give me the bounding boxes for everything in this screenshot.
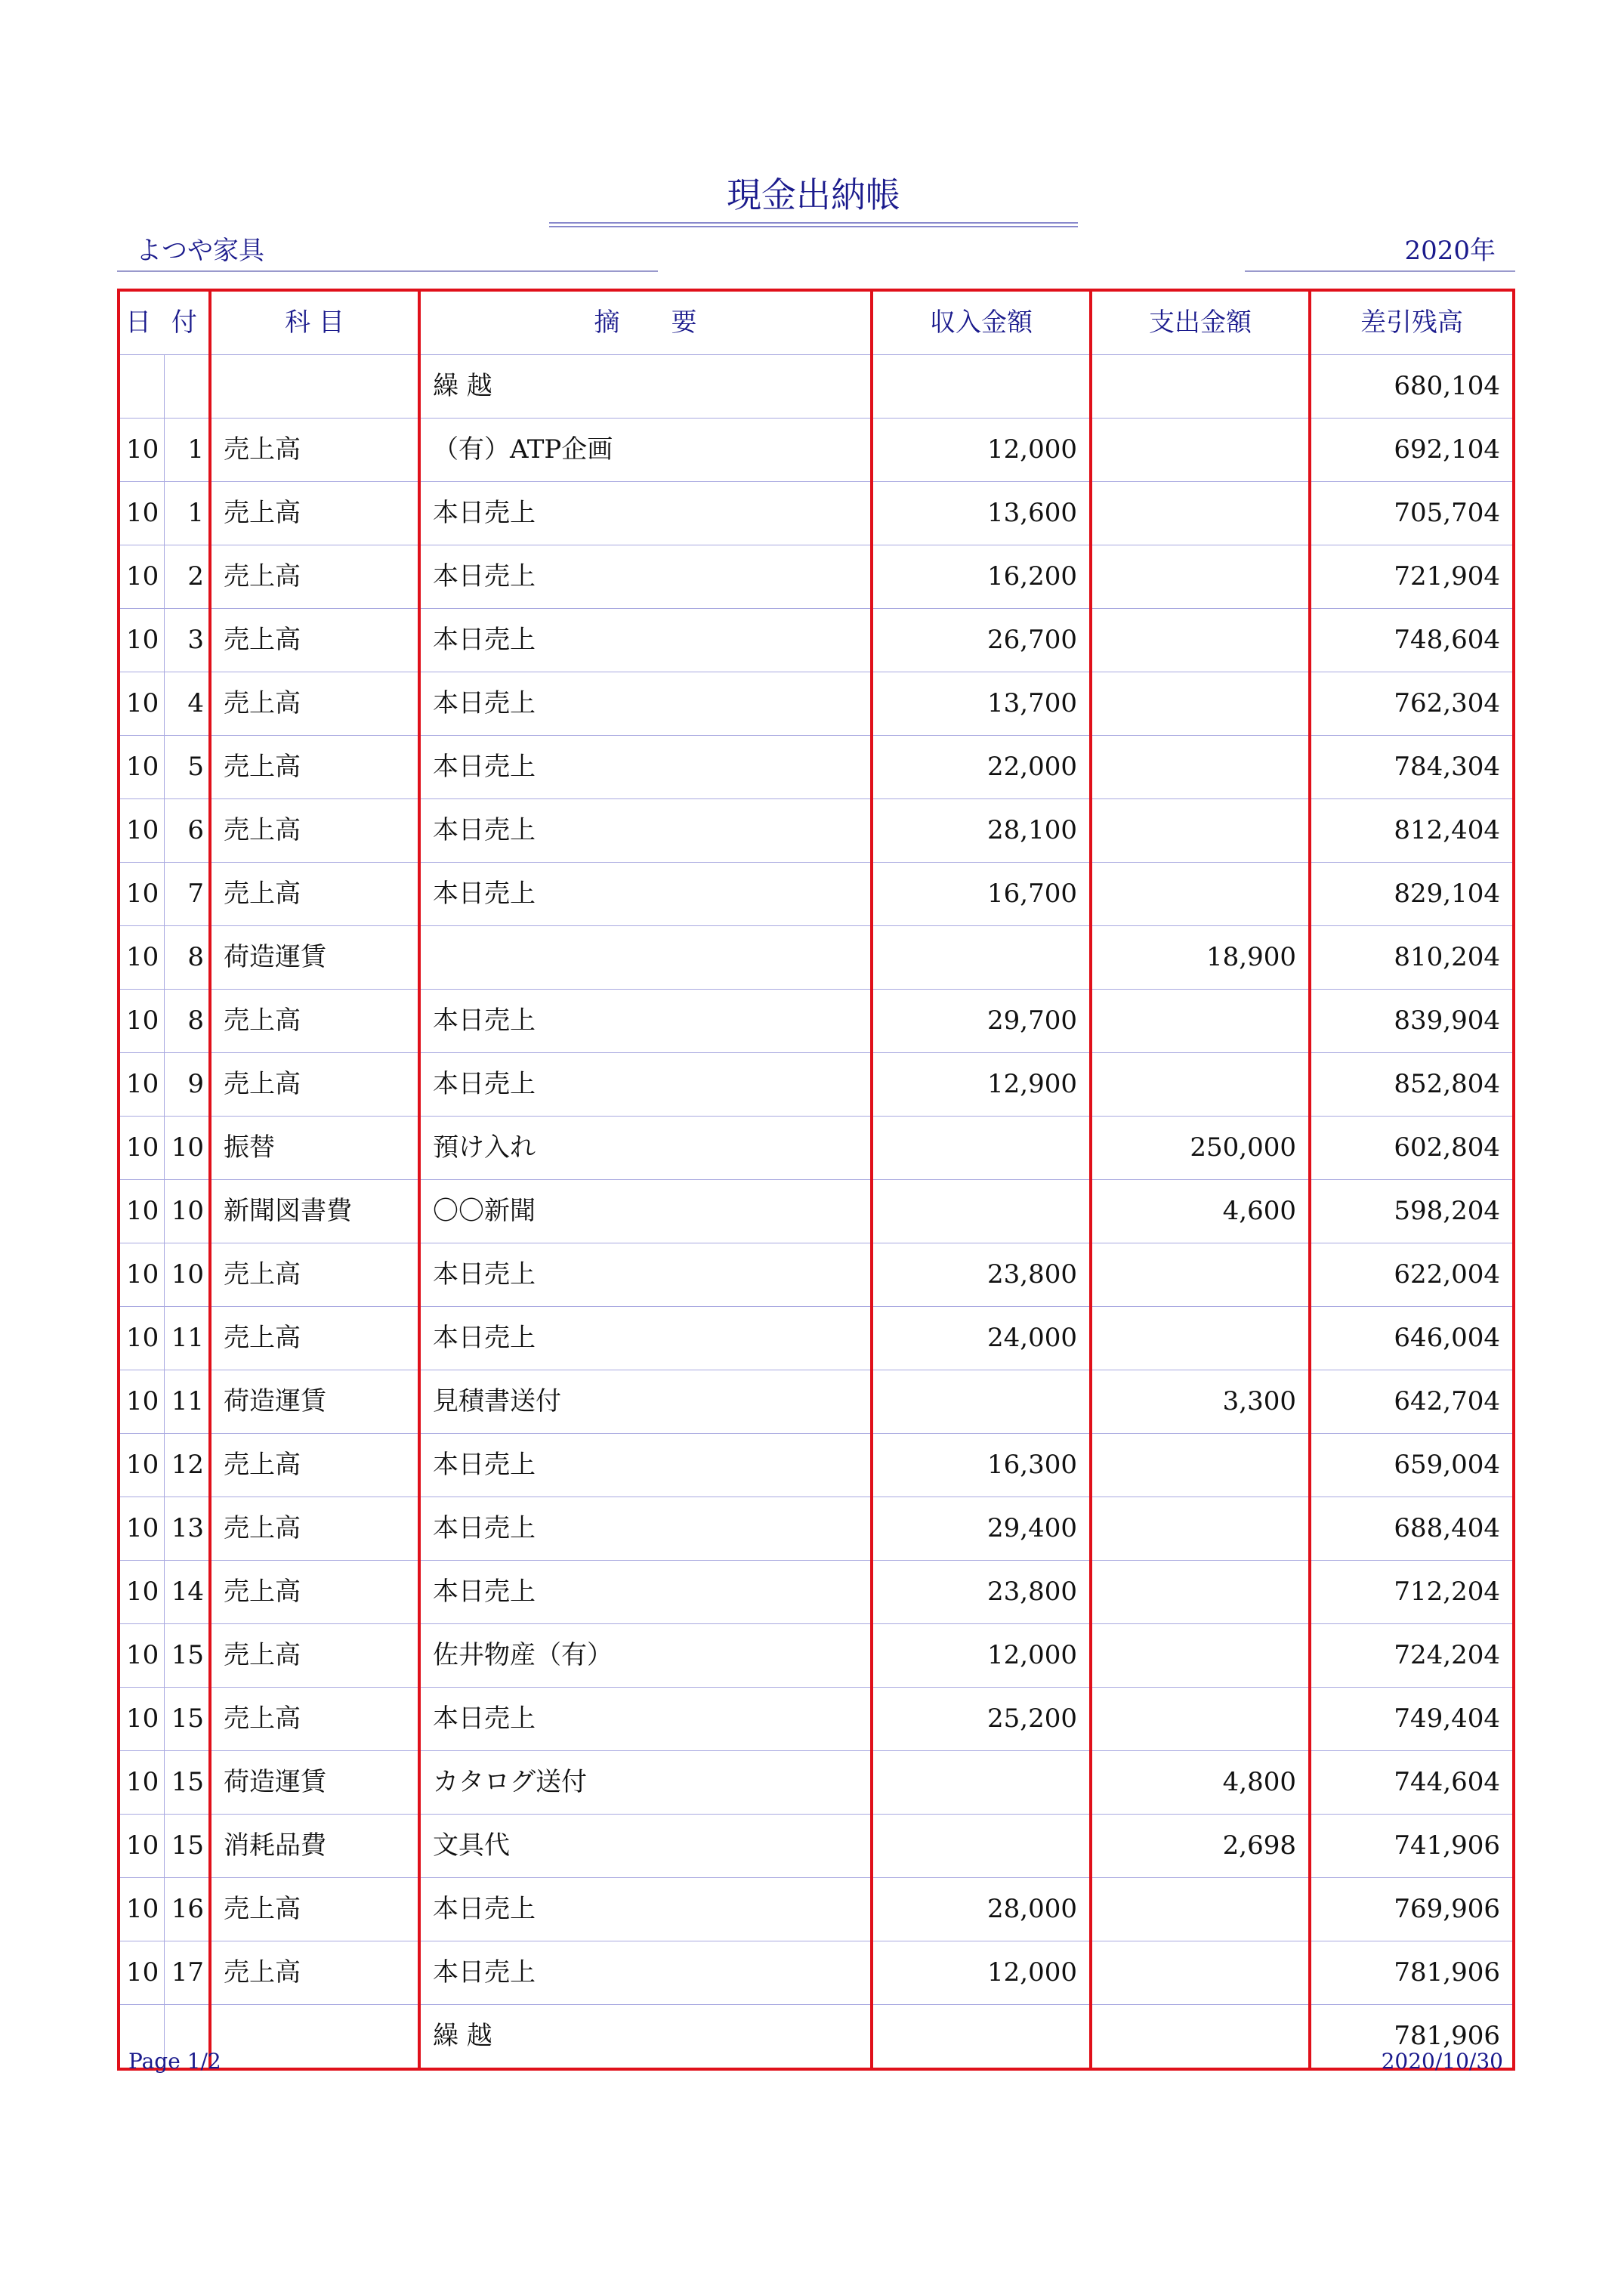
cell-expense: 4,600 — [1091, 1180, 1310, 1243]
cell-expense — [1091, 1878, 1310, 1941]
cell-income: 29,700 — [872, 990, 1091, 1053]
cell-description: 本日売上 — [419, 799, 872, 863]
cell-description: 繰 越 — [419, 355, 872, 419]
cell-description: 本日売上 — [419, 1243, 872, 1307]
page-number: Page 1/2 — [128, 2049, 221, 2074]
cell-income — [872, 355, 1091, 419]
cell-income: 13,700 — [872, 672, 1091, 736]
cell-day: 15 — [165, 1751, 211, 1815]
company-underline — [117, 270, 658, 272]
header-description: 摘 要 — [419, 290, 872, 355]
cell-expense — [1091, 1243, 1310, 1307]
cell-day: 10 — [165, 1117, 211, 1180]
cell-income — [872, 1180, 1091, 1243]
cell-account: 売上高 — [210, 1561, 419, 1624]
cell-day: 1 — [165, 482, 211, 545]
cell-account: 荷造運賃 — [210, 1370, 419, 1434]
cell-description: 本日売上 — [419, 1941, 872, 2005]
cell-expense — [1091, 799, 1310, 863]
table-row — [119, 1434, 1514, 1497]
cash-ledger-table — [117, 289, 1515, 2071]
cell-day: 15 — [165, 1688, 211, 1751]
cell-income: 12,000 — [872, 1624, 1091, 1688]
cell-expense — [1091, 1941, 1310, 2005]
cell-income — [872, 2005, 1091, 2070]
table-row — [119, 1624, 1514, 1688]
cell-income: 12,000 — [872, 419, 1091, 482]
cell-balance: 781,906 — [1310, 1941, 1514, 2005]
cell-account: 売上高 — [210, 736, 419, 799]
cell-balance: 598,204 — [1310, 1180, 1514, 1243]
header-income: 収入金額 — [872, 290, 1091, 355]
cell-account — [210, 355, 419, 419]
cell-balance: 705,704 — [1310, 482, 1514, 545]
cell-expense — [1091, 1561, 1310, 1624]
cell-balance: 712,204 — [1310, 1561, 1514, 1624]
cell-expense — [1091, 609, 1310, 672]
cell-expense: 18,900 — [1091, 926, 1310, 990]
cell-account: 売上高 — [210, 1941, 419, 2005]
table-row — [119, 990, 1514, 1053]
cell-balance: 781,906 — [1310, 2005, 1514, 2070]
header-balance: 差引残高 — [1310, 290, 1514, 355]
cell-month: 10 — [119, 1688, 165, 1751]
cell-income: 12,000 — [872, 1941, 1091, 2005]
cell-income: 26,700 — [872, 609, 1091, 672]
cell-account: 売上高 — [210, 799, 419, 863]
table-row — [119, 863, 1514, 926]
cell-day: 10 — [165, 1243, 211, 1307]
cell-description: 本日売上 — [419, 1497, 872, 1561]
cell-day: 14 — [165, 1561, 211, 1624]
cell-month: 10 — [119, 863, 165, 926]
cell-expense — [1091, 672, 1310, 736]
cell-income: 23,800 — [872, 1561, 1091, 1624]
cell-day: 11 — [165, 1307, 211, 1370]
cell-month — [119, 355, 165, 419]
cell-expense — [1091, 1307, 1310, 1370]
cell-description: 文具代 — [419, 1815, 872, 1878]
cell-month: 10 — [119, 1053, 165, 1117]
cell-account: 売上高 — [210, 990, 419, 1053]
cell-expense — [1091, 355, 1310, 419]
table-row — [119, 1053, 1514, 1117]
cell-day: 10 — [165, 1180, 211, 1243]
cell-balance: 769,906 — [1310, 1878, 1514, 1941]
cell-account: 売上高 — [210, 482, 419, 545]
cell-balance: 810,204 — [1310, 926, 1514, 990]
company-name: よつや家具 — [136, 236, 264, 266]
table-row — [119, 1751, 1514, 1815]
cell-expense — [1091, 736, 1310, 799]
cell-account: 売上高 — [210, 1053, 419, 1117]
table-row — [119, 1561, 1514, 1624]
cell-income: 16,200 — [872, 545, 1091, 609]
cell-balance: 692,104 — [1310, 419, 1514, 482]
cell-description: カタログ送付 — [419, 1751, 872, 1815]
cell-day: 11 — [165, 1370, 211, 1434]
cell-description: （有）ATP企画 — [419, 419, 872, 482]
cell-month: 10 — [119, 672, 165, 736]
cell-description: 本日売上 — [419, 672, 872, 736]
table-row — [119, 545, 1514, 609]
cell-expense — [1091, 419, 1310, 482]
cell-description: 預け入れ — [419, 1117, 872, 1180]
cell-description: 本日売上 — [419, 1307, 872, 1370]
cell-expense — [1091, 545, 1310, 609]
cell-account: 売上高 — [210, 609, 419, 672]
cell-expense: 3,300 — [1091, 1370, 1310, 1434]
cell-income: 13,600 — [872, 482, 1091, 545]
cell-income — [872, 1117, 1091, 1180]
table-row — [119, 1243, 1514, 1307]
header-account: 科 目 — [210, 290, 419, 355]
cell-balance: 642,704 — [1310, 1370, 1514, 1434]
cell-day: 13 — [165, 1497, 211, 1561]
table-row — [119, 1688, 1514, 1751]
cell-account: 振替 — [210, 1117, 419, 1180]
ledger-body — [119, 355, 1514, 2070]
cell-description: 本日売上 — [419, 482, 872, 545]
cell-income: 25,200 — [872, 1688, 1091, 1751]
cell-description: 本日売上 — [419, 609, 872, 672]
cell-income: 29,400 — [872, 1497, 1091, 1561]
cell-expense — [1091, 2005, 1310, 2070]
cell-account: 消耗品費 — [210, 1815, 419, 1878]
cell-description: 見積書送付 — [419, 1370, 872, 1434]
table-row — [119, 1117, 1514, 1180]
cell-balance: 646,004 — [1310, 1307, 1514, 1370]
cell-expense — [1091, 1624, 1310, 1688]
cell-description: 本日売上 — [419, 545, 872, 609]
cell-account: 売上高 — [210, 1497, 419, 1561]
table-row — [119, 1307, 1514, 1370]
cell-month: 10 — [119, 1751, 165, 1815]
cell-month: 10 — [119, 736, 165, 799]
cell-description: 本日売上 — [419, 736, 872, 799]
cell-day: 6 — [165, 799, 211, 863]
cell-account: 売上高 — [210, 672, 419, 736]
cell-month: 10 — [119, 799, 165, 863]
cell-description: 本日売上 — [419, 863, 872, 926]
cell-day: 8 — [165, 926, 211, 990]
cell-account: 売上高 — [210, 545, 419, 609]
cell-balance: 784,304 — [1310, 736, 1514, 799]
cell-month: 10 — [119, 1878, 165, 1941]
cell-expense — [1091, 1434, 1310, 1497]
table-row — [119, 1815, 1514, 1878]
table-row — [119, 672, 1514, 736]
cell-account: 売上高 — [210, 1688, 419, 1751]
cell-income: 12,900 — [872, 1053, 1091, 1117]
cell-day: 7 — [165, 863, 211, 926]
print-date: 2020/10/30 — [1381, 2049, 1503, 2074]
cell-account: 売上高 — [210, 1307, 419, 1370]
cell-balance: 748,604 — [1310, 609, 1514, 672]
cell-month: 10 — [119, 1561, 165, 1624]
table-row — [119, 482, 1514, 545]
cell-description: 本日売上 — [419, 990, 872, 1053]
cell-expense — [1091, 863, 1310, 926]
cell-day: 4 — [165, 672, 211, 736]
cell-income — [872, 1751, 1091, 1815]
cell-month: 10 — [119, 1117, 165, 1180]
cell-month: 10 — [119, 1307, 165, 1370]
table-row — [119, 1878, 1514, 1941]
cell-income: 24,000 — [872, 1307, 1091, 1370]
cell-month: 10 — [119, 926, 165, 990]
cell-income: 28,000 — [872, 1878, 1091, 1941]
cell-month: 10 — [119, 545, 165, 609]
cell-balance: 762,304 — [1310, 672, 1514, 736]
cell-balance: 812,404 — [1310, 799, 1514, 863]
cell-month: 10 — [119, 609, 165, 672]
cell-balance: 622,004 — [1310, 1243, 1514, 1307]
cell-balance: 852,804 — [1310, 1053, 1514, 1117]
cell-account: 売上高 — [210, 1624, 419, 1688]
table-row — [119, 2005, 1514, 2070]
cell-day: 15 — [165, 1624, 211, 1688]
cell-expense: 4,800 — [1091, 1751, 1310, 1815]
page-title: 現金出納帳 — [727, 175, 900, 215]
cell-income: 16,700 — [872, 863, 1091, 926]
cell-expense: 2,698 — [1091, 1815, 1310, 1878]
table-row — [119, 799, 1514, 863]
cell-month: 10 — [119, 990, 165, 1053]
cell-description: 本日売上 — [419, 1688, 872, 1751]
cell-day: 12 — [165, 1434, 211, 1497]
title-underline — [549, 222, 1078, 224]
cell-balance: 680,104 — [1310, 355, 1514, 419]
cell-balance: 721,904 — [1310, 545, 1514, 609]
cell-income — [872, 1370, 1091, 1434]
cell-month: 10 — [119, 1180, 165, 1243]
table-row — [119, 1180, 1514, 1243]
title-underline — [549, 226, 1078, 227]
cell-account: 荷造運賃 — [210, 1751, 419, 1815]
cell-month: 10 — [119, 1624, 165, 1688]
table-row — [119, 419, 1514, 482]
cell-month: 10 — [119, 1815, 165, 1878]
cell-income: 23,800 — [872, 1243, 1091, 1307]
cell-day: 8 — [165, 990, 211, 1053]
cell-account — [210, 2005, 419, 2070]
cell-day: 5 — [165, 736, 211, 799]
cell-month: 10 — [119, 1370, 165, 1434]
year-underline — [1245, 270, 1515, 272]
cell-day: 2 — [165, 545, 211, 609]
year-label: 2020年 — [1404, 236, 1496, 266]
cell-account: 荷造運賃 — [210, 926, 419, 990]
cell-account: 新聞図書費 — [210, 1180, 419, 1243]
cell-balance: 659,004 — [1310, 1434, 1514, 1497]
cell-balance: 741,906 — [1310, 1815, 1514, 1878]
cell-balance: 602,804 — [1310, 1117, 1514, 1180]
cell-income: 28,100 — [872, 799, 1091, 863]
table-row — [119, 609, 1514, 672]
cell-account: 売上高 — [210, 1434, 419, 1497]
table-row — [119, 926, 1514, 990]
table-row — [119, 736, 1514, 799]
cell-description: 本日売上 — [419, 1434, 872, 1497]
header-date: 日 付 — [119, 290, 210, 355]
cell-day: 16 — [165, 1878, 211, 1941]
cell-description: 佐井物産（有） — [419, 1624, 872, 1688]
cell-day: 9 — [165, 1053, 211, 1117]
cell-description: 本日売上 — [419, 1561, 872, 1624]
cell-month: 10 — [119, 1434, 165, 1497]
cell-day: 17 — [165, 1941, 211, 2005]
cell-account: 売上高 — [210, 863, 419, 926]
cell-expense: 250,000 — [1091, 1117, 1310, 1180]
table-row — [119, 1370, 1514, 1434]
cell-income: 22,000 — [872, 736, 1091, 799]
table-header-row — [119, 290, 1514, 355]
cell-balance: 688,404 — [1310, 1497, 1514, 1561]
table-row — [119, 1497, 1514, 1561]
header-expense: 支出金額 — [1091, 290, 1310, 355]
cell-description: 〇〇新聞 — [419, 1180, 872, 1243]
cell-month: 10 — [119, 1941, 165, 2005]
cell-description: 繰 越 — [419, 2005, 872, 2070]
cell-day: 15 — [165, 1815, 211, 1878]
cell-expense — [1091, 482, 1310, 545]
cell-month: 10 — [119, 419, 165, 482]
cell-description: 本日売上 — [419, 1053, 872, 1117]
cell-income — [872, 926, 1091, 990]
cell-balance: 749,404 — [1310, 1688, 1514, 1751]
cell-day — [165, 355, 211, 419]
cell-balance: 744,604 — [1310, 1751, 1514, 1815]
cell-expense — [1091, 990, 1310, 1053]
cell-expense — [1091, 1053, 1310, 1117]
cell-description — [419, 926, 872, 990]
cell-day: 3 — [165, 609, 211, 672]
cell-description: 本日売上 — [419, 1878, 872, 1941]
cell-account: 売上高 — [210, 1878, 419, 1941]
cell-account: 売上高 — [210, 1243, 419, 1307]
cell-expense — [1091, 1688, 1310, 1751]
cell-expense — [1091, 1497, 1310, 1561]
table-row — [119, 1941, 1514, 2005]
cell-month: 10 — [119, 1497, 165, 1561]
cell-balance: 839,904 — [1310, 990, 1514, 1053]
cell-month: 10 — [119, 482, 165, 545]
cell-income: 16,300 — [872, 1434, 1091, 1497]
cell-balance: 724,204 — [1310, 1624, 1514, 1688]
cell-account: 売上高 — [210, 419, 419, 482]
cell-balance: 829,104 — [1310, 863, 1514, 926]
cell-month: 10 — [119, 1243, 165, 1307]
table-row — [119, 355, 1514, 419]
cell-income — [872, 1815, 1091, 1878]
cell-day: 1 — [165, 419, 211, 482]
